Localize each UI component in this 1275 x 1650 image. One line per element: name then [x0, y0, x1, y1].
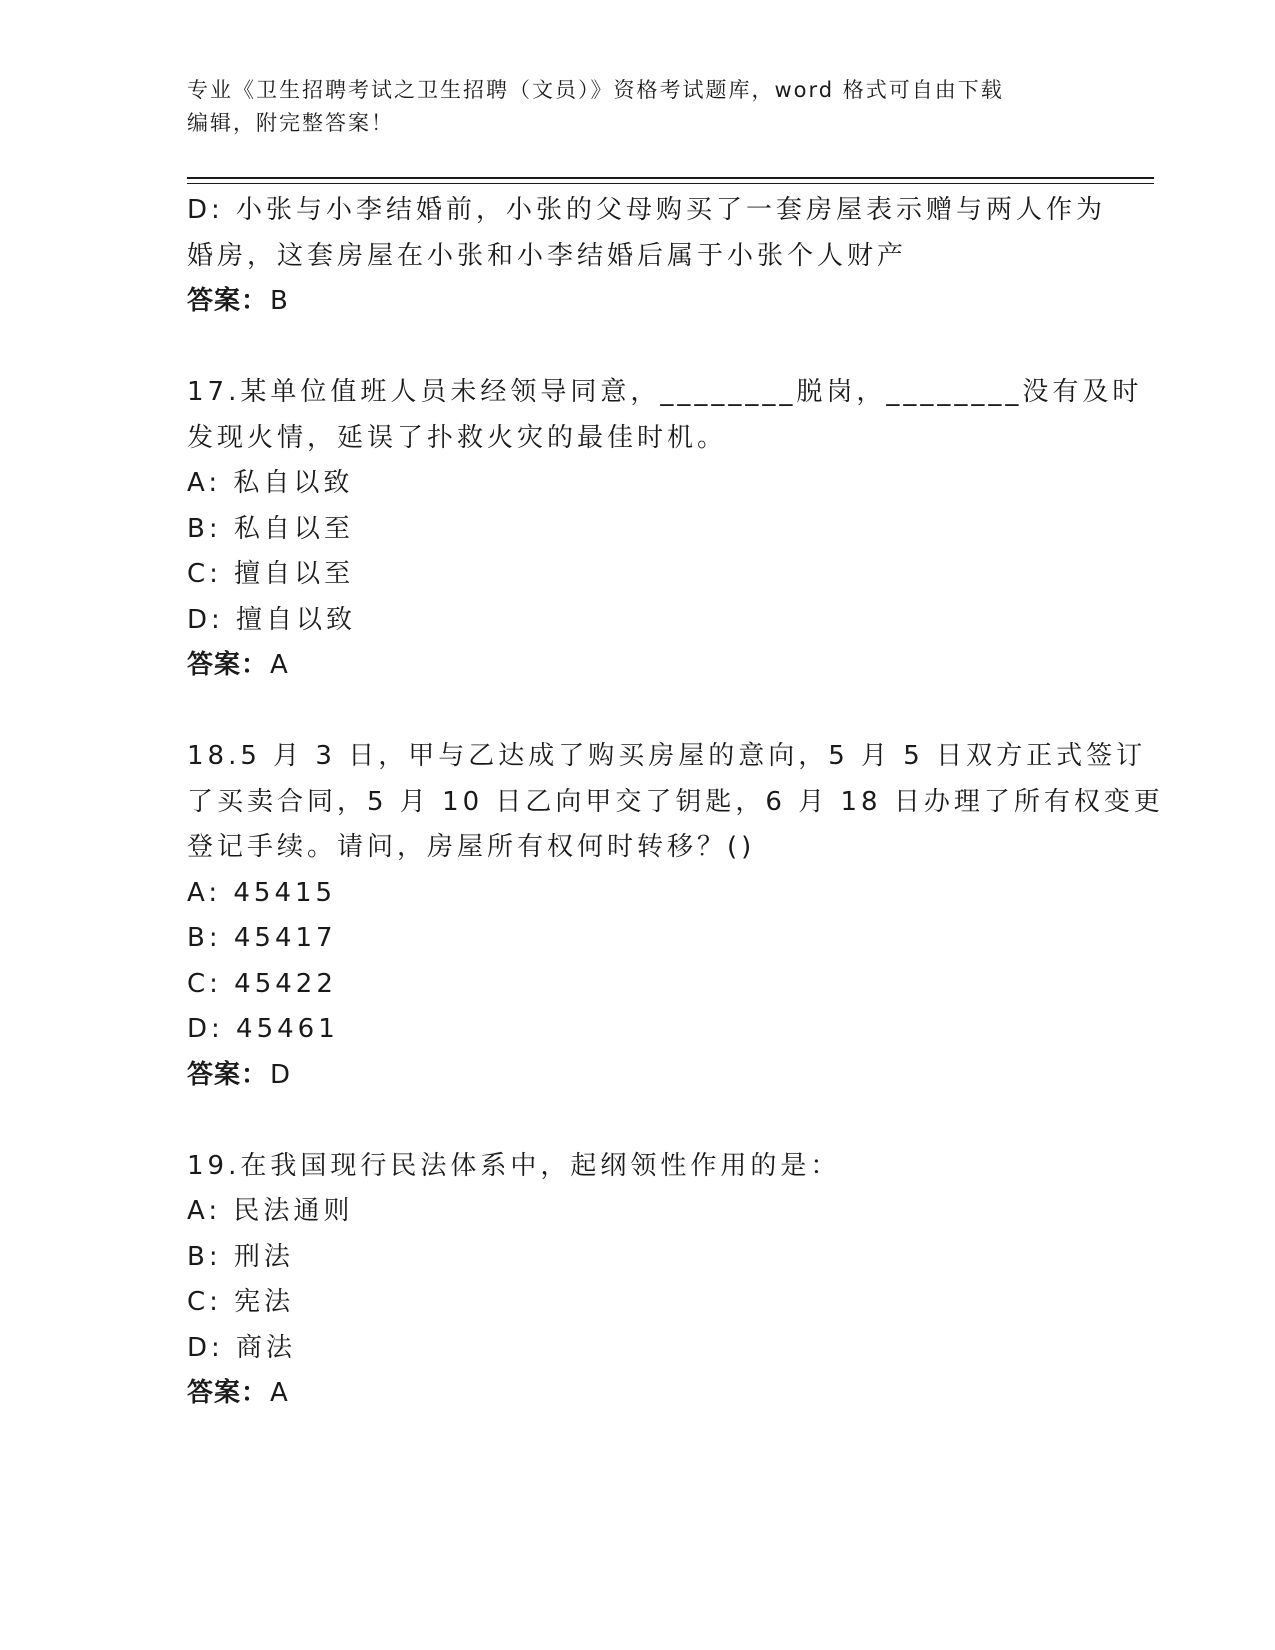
- option-b: B: 刑法: [187, 1241, 294, 1272]
- answer-label: 答案：: [187, 1059, 269, 1090]
- question-stem-line: 17.某单位值班人员未经领导同意，________脱岗，________没有及时: [187, 377, 1143, 407]
- option-c: C: 宪法: [187, 1287, 295, 1317]
- header-line-1: 专业《卫生招聘考试之卫生招聘（文员）》资格考试题库，word 格式可自由下载: [187, 78, 1004, 102]
- answer-value: A: [270, 650, 289, 680]
- question-stem-line: 19.在我国现行民法体系中，起纲领性作用的是：: [187, 1150, 841, 1181]
- option-d: D: 擅自以致: [187, 604, 357, 635]
- question-19: [187, 1144, 1087, 1417]
- option-a: A: 私自以致: [187, 468, 354, 498]
- option-a: A: 45415: [187, 877, 337, 908]
- answer-value: D: [270, 1059, 292, 1090]
- answer-label: 答案：: [187, 650, 269, 680]
- answer-line: [187, 1371, 1087, 1417]
- option-b: B: 45417: [187, 923, 337, 953]
- option-b: B: 私自以至: [187, 513, 354, 544]
- header-line-2: 编辑，附完整答案！: [187, 111, 394, 135]
- answer-line: [187, 643, 1087, 689]
- document-header: [187, 74, 1087, 140]
- option-d: D: 商法: [187, 1332, 297, 1363]
- answer-value: A: [270, 1378, 289, 1408]
- option-d: D: 45461: [187, 1014, 339, 1044]
- answer-line: [187, 279, 1087, 325]
- question-stem-line: 发现火情，延误了扑救火灾的最佳时机。: [187, 422, 728, 453]
- option-d-line-1: D: 小张与小李结婚前，小张的父母购买了一套房屋表示赠与两人作为: [187, 195, 1107, 225]
- document-body: [187, 188, 1164, 1417]
- spacer: [187, 689, 1087, 735]
- option-a: A: 民法通则: [187, 1196, 354, 1226]
- option-d-line-2: 婚房，这套房屋在小张和小李结婚后属于小张个人财产: [187, 240, 908, 271]
- question-17: [187, 370, 1143, 689]
- option-c: C: 45422: [187, 968, 337, 999]
- option-c: C: 擅自以至: [187, 559, 355, 589]
- question-stem-line: 18.5 月 3 日，甲与乙达成了购买房屋的意向，5 月 5 日双方正式签订: [187, 741, 1147, 771]
- header-rule-thick: [187, 177, 1154, 179]
- question-16-tail: [187, 188, 1107, 325]
- question-stem-line: 登记手续。请问，房屋所有权何时转移？(): [187, 832, 756, 862]
- answer-value: B: [270, 286, 289, 316]
- answer-label: 答案：: [187, 286, 269, 316]
- answer-line: [187, 1053, 1087, 1099]
- header-rule-thin: [187, 183, 1154, 184]
- spacer: [187, 325, 1087, 371]
- question-18: [187, 734, 1164, 1098]
- question-stem-line: 了买卖合同，5 月 10 日乙向甲交了钥匙，6 月 18 日办理了所有权变更: [187, 786, 1164, 817]
- answer-label: 答案：: [187, 1378, 269, 1408]
- spacer: [187, 1098, 1087, 1144]
